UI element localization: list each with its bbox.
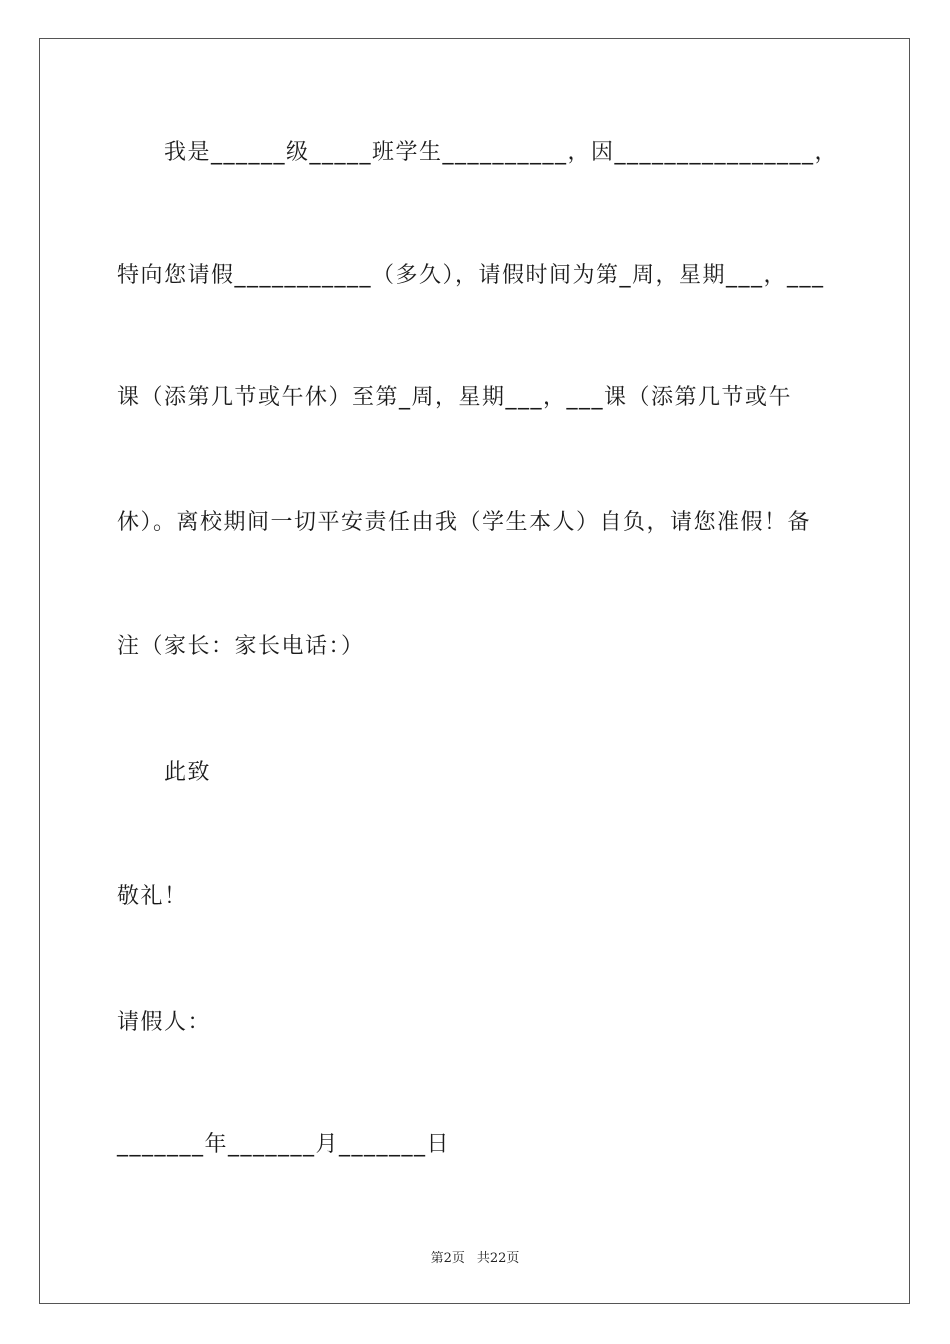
page-number: 第2页 [430,1251,465,1266]
letter-line-5: 注（家长：家长电话：） [117,634,365,659]
page-footer [0,1247,950,1266]
signer-label: 请假人： [117,1010,212,1035]
letter-line-2: 特向您请假___________（多久），请假时间为第_周，星期___，___ [117,263,825,288]
closing-salutation: 此致 [164,760,212,785]
letter-line-3: 课（添第几节或午休）至第_周，星期___，___课（添第几节或午 [117,385,793,410]
closing-regards: 敬礼！ [117,884,188,909]
letter-line-1: 我是______级_____班学生__________，因________________， [164,140,839,165]
letter-line-4: 休）。离校期间一切平安责任由我（学生本人）自负，请您准假！备 [117,510,812,535]
page-border [39,38,910,1304]
date-line: _______年_______月_______日 [117,1132,451,1157]
page-total: 共22页 [476,1251,520,1266]
